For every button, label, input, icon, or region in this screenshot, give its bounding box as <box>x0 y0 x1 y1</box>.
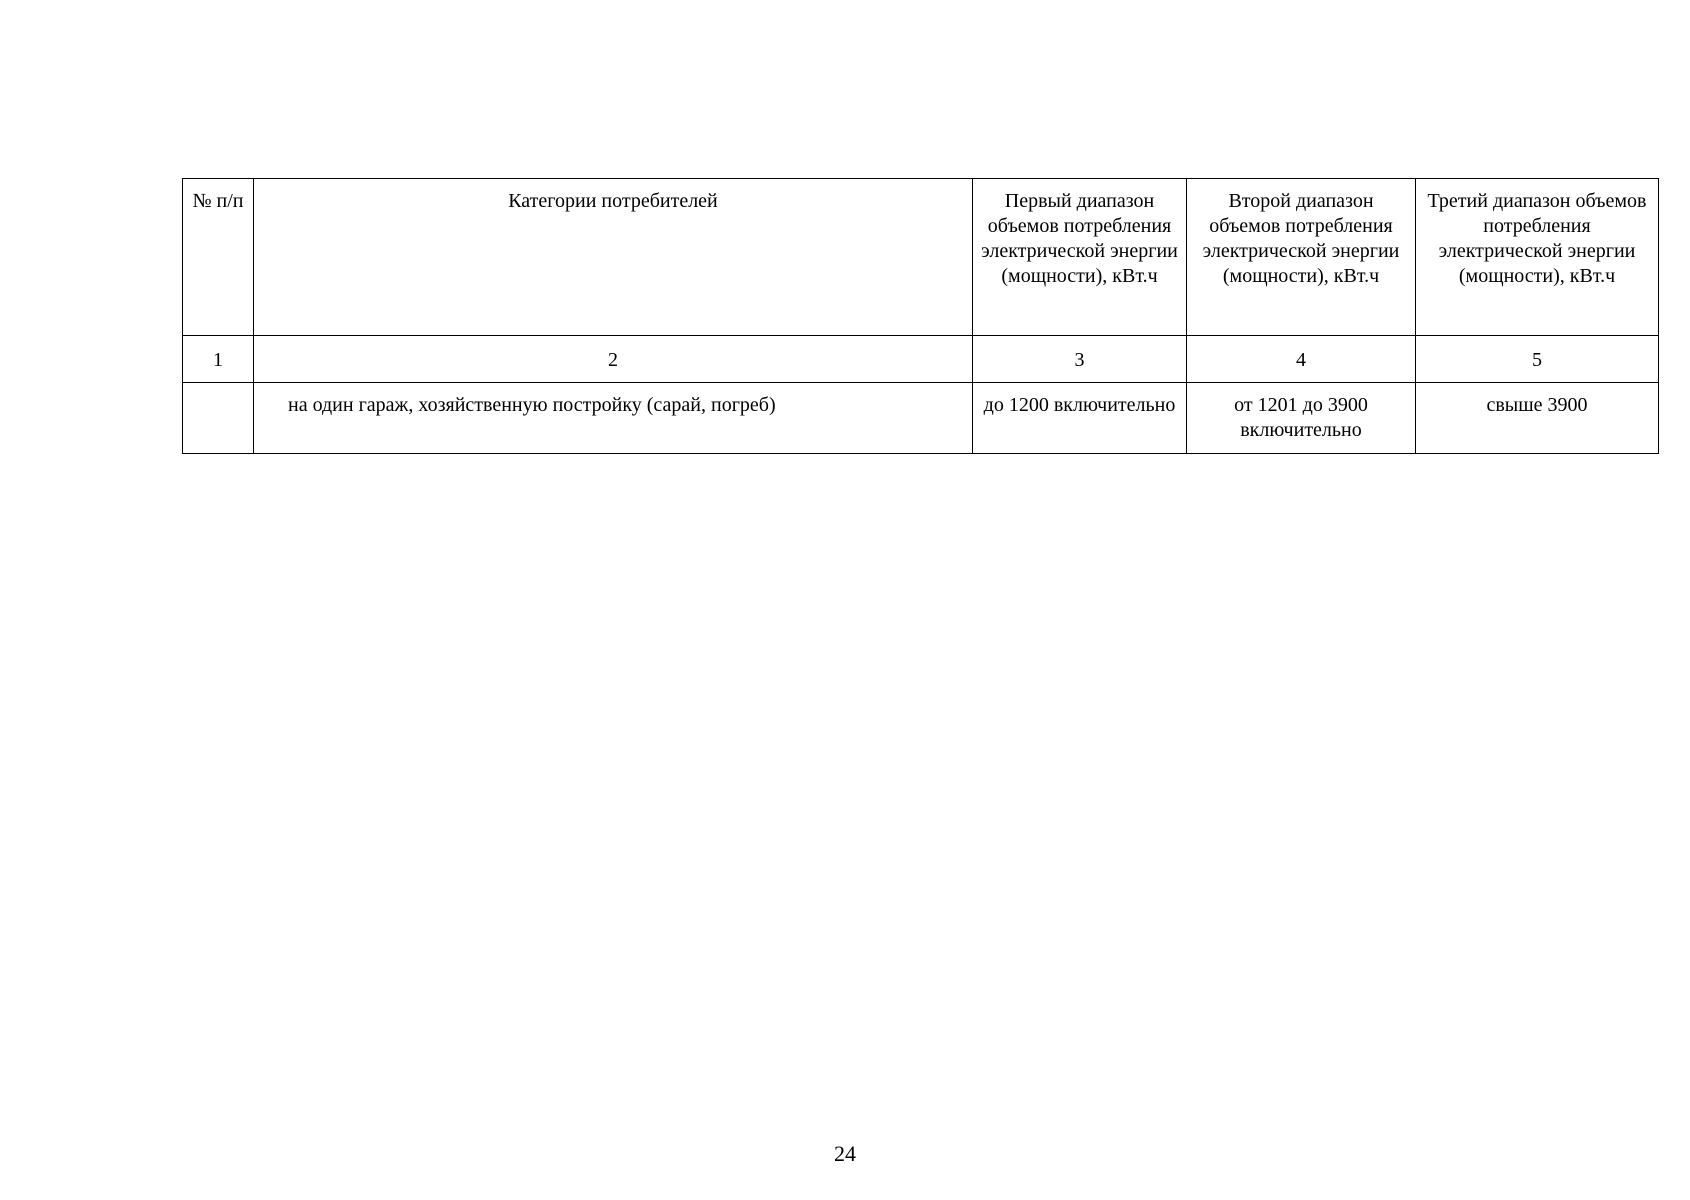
row-range-3: свыше 3900 <box>1416 383 1659 454</box>
row-number <box>183 383 254 454</box>
column-number-2: 2 <box>254 336 973 383</box>
header-range-2: Второй диапазон объемов потребления электрической энергии (мощности), кВт.ч <box>1187 179 1416 336</box>
header-category: Категории потребителей <box>254 179 973 336</box>
column-number-1: 1 <box>183 336 254 383</box>
row-category: на один гараж, хозяйственную постройку (сарай, погреб) <box>254 383 973 454</box>
header-number: № п/п <box>183 179 254 336</box>
page-number: 24 <box>834 1141 856 1166</box>
column-number-5: 5 <box>1416 336 1659 383</box>
row-range-2: от 1201 до 3900 включительно <box>1187 383 1416 454</box>
header-range-3: Третий диапазон объемов потребления электрической энергии (мощности), кВт.ч <box>1416 179 1659 336</box>
row-range-1: до 1200 включительно <box>973 383 1187 454</box>
consumption-ranges-table <box>182 178 1659 454</box>
table-header-row <box>183 179 1659 336</box>
column-number-3: 3 <box>973 336 1187 383</box>
table-row <box>183 383 1659 454</box>
column-number-4: 4 <box>1187 336 1416 383</box>
header-range-1: Первый диапазон объемов потребления электрической энергии (мощности), кВт.ч <box>973 179 1187 336</box>
column-number-row <box>183 336 1659 383</box>
